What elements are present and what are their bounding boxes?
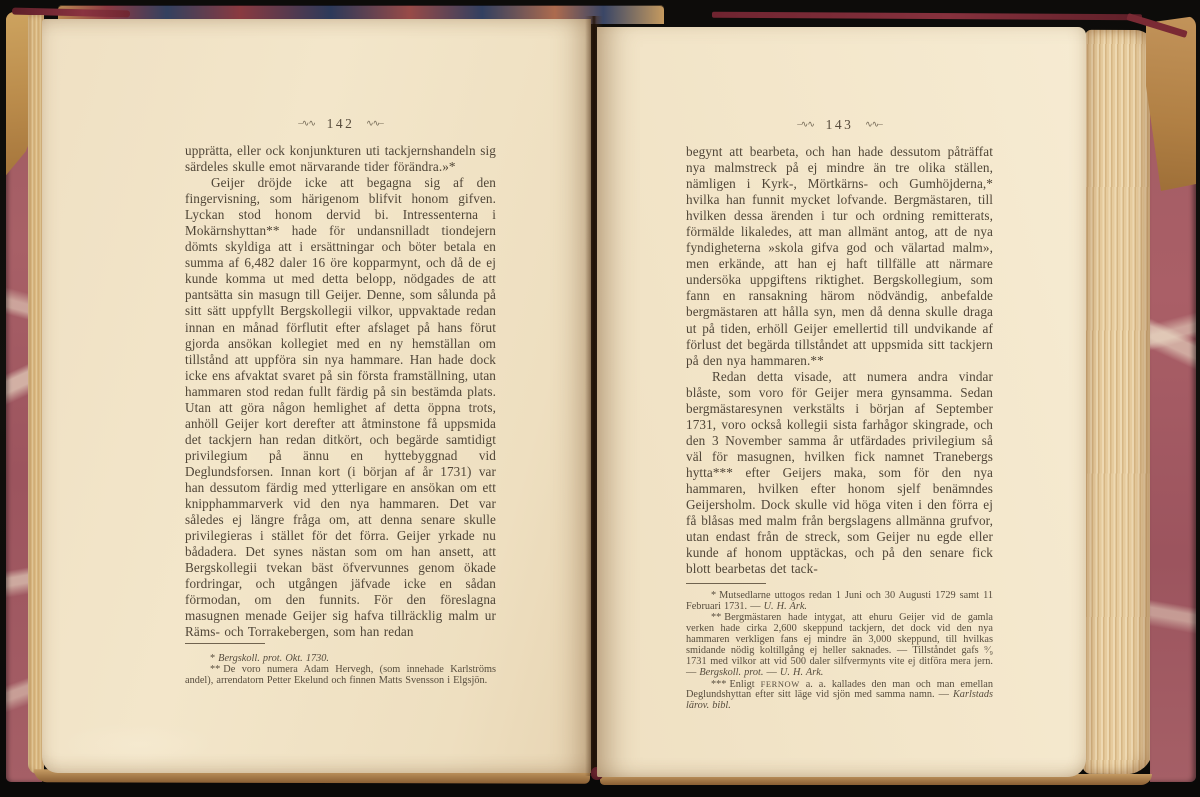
footnote-text: a. a. kallades den man och man emellan Deglundshyttan efter sitt läge vid sjön med samma namn. — — [686, 678, 994, 701]
footnote-citation: U. H. Ark. — [779, 666, 824, 678]
cover-edge-top-right — [712, 12, 1142, 21]
footnote-marker: * — [711, 590, 717, 602]
page-number-right: 143 — [825, 117, 854, 132]
page-edges-stack-right — [1083, 30, 1156, 774]
footnote-citation: Karlstads lärov. bibl. — [686, 689, 993, 712]
footnote-marker: ** — [210, 664, 221, 676]
paragraph: begynt att bearbeta, och han hade dessutom påträffat nya malmstreck på ej mindre än tre olika ställen, nämligen i Kyrk-, Mörtkärns- och Gumhöjderna,* hvilka han funnit mycket lofvande. Bergmästaren, till hvilken dessa ärenden i tur och ordning remitterats, förmälde likaledes, att man allmänt antog, att de nya fyndigheterna »skola gifva god och välartad malm», men erkände, att han ej haft tillfälle att närmare undersöka uppgiftens riktighet. Bergskollegium, som fann en ransakning härom nödvändig, anbefalde bergmästaren att hålla syn, men då denna skulle draga ut på tiden, erhöll Geijer emellertid till undvikande af förlust det begärda tillståndet att uppsmida sitt tackjern på den nya hammaren.** — [686, 144, 993, 368]
page-number-header-left — [185, 116, 496, 133]
paper-watermark — [58, 722, 218, 766]
footnote — [185, 665, 496, 687]
footnote-marker: *** — [711, 678, 727, 690]
left-page-text-column — [185, 116, 496, 687]
footnote-author-smallcaps: FERNOW — [760, 678, 800, 689]
footnote-text: De voro numera Adam Hervegh, (som innehade Karlströms andel), arrendatorn Petter Ekelund och finnen Matts Svensson i Elgsjön. — [185, 664, 496, 687]
paragraph: Geijer dröjde icke att begagna sig af den fingervisning, som härigenom blifvit honom gifven. Lyckan stod honom dervid bi. Intressenterna i Mokärnshyttan** hade för undansnilladt tiondejern dömts skyldiga att i ersättningar och böter betala en summa af 6,482 daler 16 öre kopparmynt, och då de ej kunde komma ut med detta belopp, nödgades de att pantsätta sin masugn till Geijer. Denne, som sålunda på sitt sätt uppfyllt Bergskollegii vilkor, uppvaktade redan innan en månad förflutit efter afslaget på hans förut gjorda ansökan kollegiet med en ny hemställan om tillstånd att uppföra sin nya hammare. Han hade dock icke ens afvaktat svaret på sin första framställning, utan hammaren stod redan fullt färdig på sin bestämda plats. Utan att göra någon hemlighet af detta öppna trots, anhöll Geijer kort derefter att åtminstone få uppsmida det tackjern han redan ditkört, och begärde samtidigt privilegium på ännu en hyttebyggnad vid Deglundsforsen. Innan kort (i början af år 1731) var han dessutom färdig med ytterligare en ansökan om ett knipphammarverk vid den nya hammaren. Det var således ej längre fråga om, att denna senare skulle privilegieras i stället för det förra. Geijer yrkade nu bådadera. Det synes nästan som om han ansett, att Bergskollegii tvekan bäst öfvervunnes genom ökade fordringar, och utgången jäfvade icke en sådan förmodan, om den funnits. För den föreslagna masugnen menade Geijer sig hafva tillräcklig malm ur Räms- och Torrakebergen, som han redan — [185, 175, 496, 640]
footnote-marker: * — [210, 653, 216, 665]
page-number-header-right — [686, 117, 993, 134]
footnote-text: Mutsedlarne uttogos redan 1 Juni och 30 Augusti 1729 samt 11 Februari 1731. — — [686, 590, 993, 613]
left-page-footnotes — [185, 654, 496, 687]
page-right — [597, 27, 1086, 777]
header-ornament-right: ∿∿– — [865, 119, 882, 129]
footnote-rule-left — [185, 643, 265, 644]
footnote-text: Enligt — [729, 678, 761, 690]
left-page-body — [185, 143, 496, 640]
right-page-text-column — [686, 117, 993, 712]
footnote — [686, 613, 993, 678]
footnote-citation: Bergskoll. prot. — [699, 666, 764, 678]
footnote-citation: U. H. Ark. — [763, 601, 808, 613]
page-number-left: 142 — [326, 116, 355, 131]
footnote-rule-right — [686, 583, 766, 584]
header-ornament-left: –∿∿ — [298, 118, 315, 128]
footnote-separator: — — [763, 666, 780, 678]
footnote-marker: ** — [711, 612, 722, 624]
paragraph: upprätta, eller ock konjunkturen uti tackjernshandeln sig särdeles skulle emot närvarande tider förändra.»* — [185, 143, 496, 175]
right-page-footnotes — [686, 591, 993, 712]
footnote-text: Bergmästaren hade intygat, att ehuru Geijer vid de gamla verken hade cirka 2,600 skeppund tackjern, det dock vid den nya hammaren verkligen fans ej mindre än 3,000 skeppund, till hvilkas smidande nödig koltillgång ej heller saknades. — Tillståndet gafs ⁹⁄₉ 1731 med vilkor att vid 500 daler silfvermynts vite ej ditföra mera jern. — — [686, 612, 993, 678]
header-ornament-left: –∿∿ — [797, 119, 814, 129]
header-ornament-right: ∿∿– — [366, 118, 383, 128]
footnote — [686, 591, 993, 613]
footnote — [686, 679, 993, 713]
right-page-body — [686, 144, 993, 577]
paragraph: Redan detta visade, att numera andra vindar blåste, som voro för Geijer mera gynsamma. Sedan bergmästaresynen verkstälts i början af September 1731, voro också kollegii sista farhågor skingrade, och den 3 November samma år utfärdades privilegium så väl för masugnen, hvilken fick namnet Tranebergs hytta*** efter Geijers maka, som för den nya hammaren, hvilken efter honom sjelf benämndes Geijersholm. Dock skulle vid höga viten i den förra ej få blåsas med malm från bergslagens allmänna grufvor, utan endast från de streck, som Geijer nu egde eller kunde af honom upptäckas, och på den senare fick blott bearbetas det tack- — [686, 368, 993, 577]
page-left — [42, 19, 591, 773]
footnote-citation: Bergskoll. prot. Okt. 1730. — [218, 653, 330, 665]
